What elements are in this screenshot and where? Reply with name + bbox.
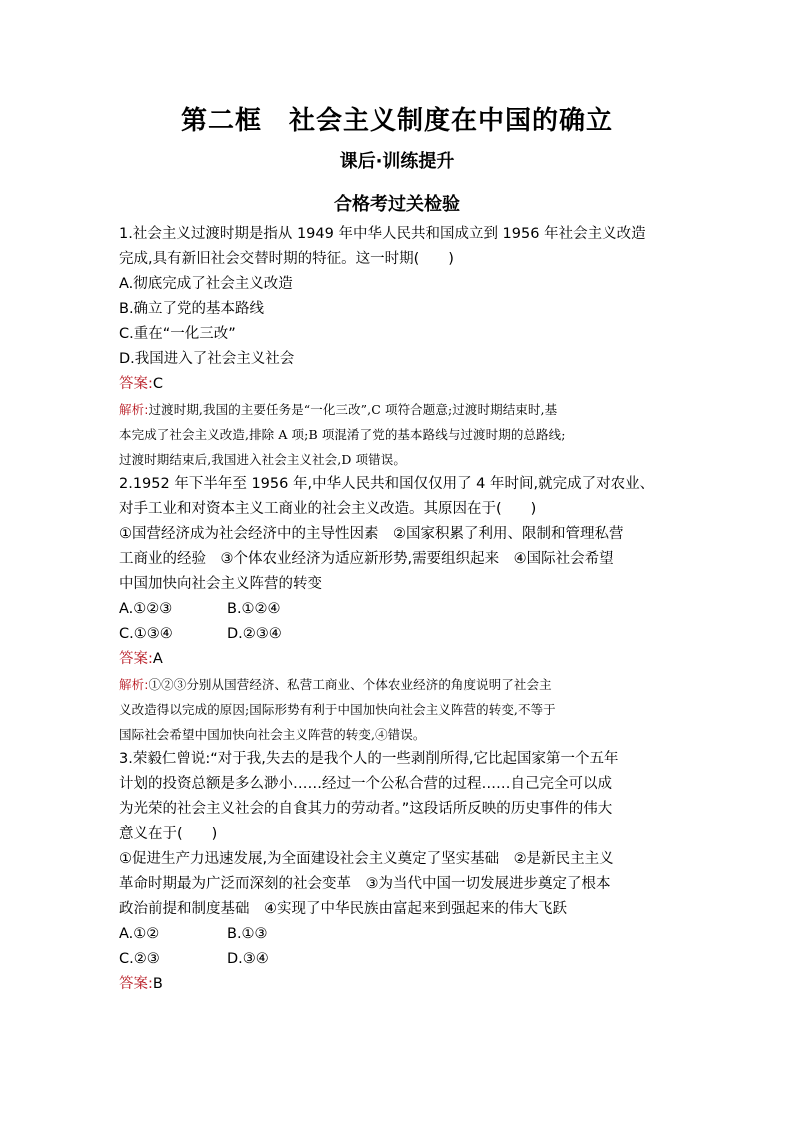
question-stem-line: 意义在于( ) (119, 826, 218, 842)
options-row (119, 597, 685, 622)
statement-line: 工商业的经验 ③个体农业经济为适应新形势,需要组织起来 ④国际社会希望 (119, 551, 614, 567)
options-row (119, 922, 685, 947)
answer-label: 答案: (119, 376, 153, 392)
option-b: B.①②④ (227, 601, 281, 617)
explanation-text: ①②③分别从国营经济、私营工商业、个体农业经济的角度说明了社会主 (148, 677, 552, 692)
answer-label: 答案: (119, 651, 153, 667)
explanation-line (119, 397, 685, 422)
question-3 (119, 747, 685, 997)
question-stem-line: 对手工业和对资本主义工商业的社会主义改造。其原因在于( ) (119, 501, 537, 517)
explanation-line: 过渡时期结束后,我国进入社会主义社会,D 项错误。 (119, 452, 406, 467)
answer-line (119, 372, 685, 397)
page-title: 第二框 社会主义制度在中国的确立 (180, 106, 613, 136)
question-2 (119, 472, 685, 747)
explanation-text: 过渡时期,我国的主要任务是“一化三改”,C 项符合题意;过渡时期结束时,基 (148, 402, 558, 417)
question-stem-line: 计划的投资总额是多么渺小……经过一个公私合营的过程……自己完全可以成 (119, 776, 612, 792)
option-c: C.重在“一化三改” (119, 326, 236, 342)
option-c: C.②③ (119, 951, 160, 967)
explanation-label: 解析: (119, 402, 149, 417)
question-list (119, 222, 685, 997)
option-d: D.③④ (227, 951, 269, 967)
explanation-line (119, 672, 685, 697)
option-a: A.彻底完成了社会主义改造 (119, 276, 293, 292)
question-stem-line: 1.社会主义过渡时期是指从 1949 年中华人民共和国成立到 1956 年社会主义改造 (119, 226, 646, 242)
section-heading: 合格考过关检验 (334, 194, 460, 215)
question-stem-line: 2.1952 年下半年至 1956 年,中华人民共和国仅仅用了 4 年时间,就完成了对农业、 (119, 476, 655, 492)
page-subtitle: 课后·训练提升 (339, 151, 455, 172)
option-a: A.①② (119, 926, 160, 942)
statement-line: ①国营经济成为社会经济中的主导性因素 ②国家积累了利用、限制和管理私营 (119, 526, 624, 542)
option-b: B.确立了党的基本路线 (119, 301, 265, 317)
option-c: C.①③④ (119, 626, 173, 642)
statement-line: ①促进生产力迅速发展,为全面建设社会主义奠定了坚实基础 ②是新民主主义 (119, 851, 614, 867)
answer-line (119, 972, 685, 997)
question-stem-line: 为光荣的社会主义社会的自食其力的劳动者。”这段话所反映的历史事件的伟大 (119, 801, 613, 817)
question-stem-line: 完成,具有新旧社会交替时期的特征。这一时期( ) (119, 251, 454, 267)
statement-line: 政治前提和制度基础 ④实现了中华民族由富起来到强起来的伟大飞跃 (119, 901, 567, 917)
answer-value: B (152, 976, 163, 992)
explanation-line: 义改造得以完成的原因;国际形势有利于中国加快向社会主义阵营的转变,不等于 (119, 702, 556, 717)
option-b: B.①③ (227, 926, 268, 942)
question-1 (119, 222, 685, 472)
option-a: A.①②③ (119, 601, 173, 617)
statement-line: 革命时期最为广泛而深刻的社会变革 ③为当代中国一切发展进步奠定了根本 (119, 876, 611, 892)
explanation-line: 本完成了社会主义改造,排除 A 项;B 项混淆了党的基本路线与过渡时期的总路线; (119, 427, 566, 442)
answer-line (119, 647, 685, 672)
option-d: D.②③④ (227, 626, 282, 642)
answer-value: C (152, 376, 164, 392)
explanation-label: 解析: (119, 677, 149, 692)
explanation-line: 国际社会希望中国加快向社会主义阵营的转变,④错误。 (119, 727, 426, 742)
options-row (119, 947, 685, 972)
question-stem-line: 3.荣毅仁曾说:“对于我,失去的是我个人的一些剥削所得,它比起国家第一个五年 (119, 751, 619, 767)
statement-line: 中国加快向社会主义阵营的转变 (119, 576, 322, 592)
options-row (119, 622, 685, 647)
answer-value: A (152, 651, 163, 667)
answer-label: 答案: (119, 976, 153, 992)
option-d: D.我国进入了社会主义社会 (119, 351, 295, 367)
